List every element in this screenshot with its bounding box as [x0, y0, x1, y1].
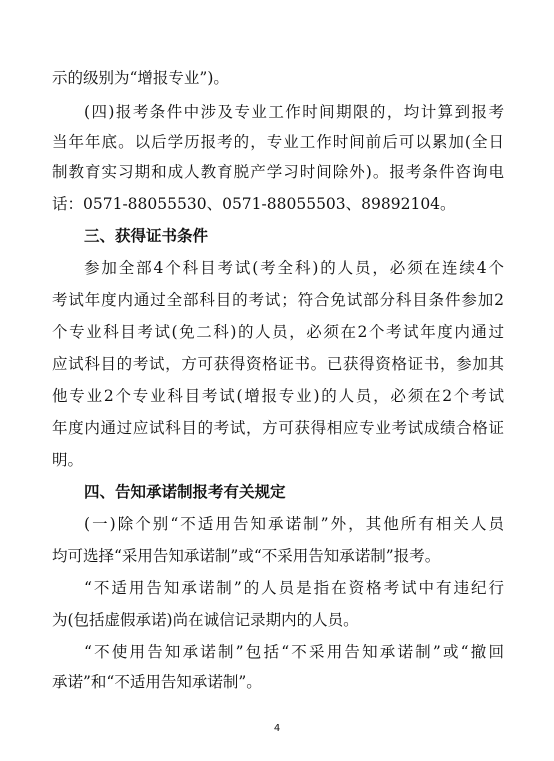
paragraph-line: 制教育实习期和成人教育脱产学习时间除外)。报考条件咨询电	[52, 163, 504, 181]
paragraph-line: 示的级别为“增报专业”)。	[52, 69, 229, 87]
paragraph-line: 考试年度内通过全部科目的考试；符合免试部分科目条件参加2	[52, 291, 504, 309]
section-heading-4: 四、告知承诺制报考有关规定	[84, 482, 286, 501]
paragraph-line: 承诺”和“不适用告知承诺制”。	[52, 673, 262, 691]
paragraph-line: 明。	[52, 451, 84, 469]
paragraph-line: “不使用告知承诺制”包括“不采用告知承诺制”或“撤回	[84, 643, 504, 661]
paragraph-line: 应试科目的考试，方可获得资格证书。已获得资格证书，参加其	[52, 355, 504, 373]
page-number: 4	[273, 723, 281, 734]
paragraph-line: 参加全部4个科目考试(考全科)的人员，必须在连续4个	[84, 259, 504, 277]
paragraph-line: 当年年底。以后学历报考的，专业工作时间前后可以累加(全日	[52, 133, 504, 151]
paragraph-line: 他专业2个专业科目考试(增报专业)的人员，必须在2个考试	[52, 387, 504, 405]
paragraph-line: 个专业科目考试(免二科)的人员，必须在2个考试年度内通过	[52, 323, 504, 341]
section-heading-3: 三、获得证书条件	[84, 226, 209, 245]
paragraph-line: 年度内通过应试科目的考试，方可获得相应专业考试成绩合格证	[52, 419, 504, 437]
paragraph-line: “不适用告知承诺制”的人员是指在资格考试中有违纪行	[84, 579, 504, 597]
paragraph-line: 为(包括虚假承诺)尚在诚信记录期内的人员。	[52, 611, 359, 629]
paragraph-line: (一)除个别“不适用告知承诺制”外，其他所有相关人员	[84, 515, 504, 533]
paragraph-line: (四)报考条件中涉及专业工作时间期限的，均计算到报考	[84, 103, 504, 121]
paragraph-line: 均可选择“采用告知承诺制”或“不采用告知承诺制”报考。	[52, 547, 441, 565]
paragraph-line: 话：0571-88055530、0571-88055503、89892104。	[52, 195, 456, 213]
